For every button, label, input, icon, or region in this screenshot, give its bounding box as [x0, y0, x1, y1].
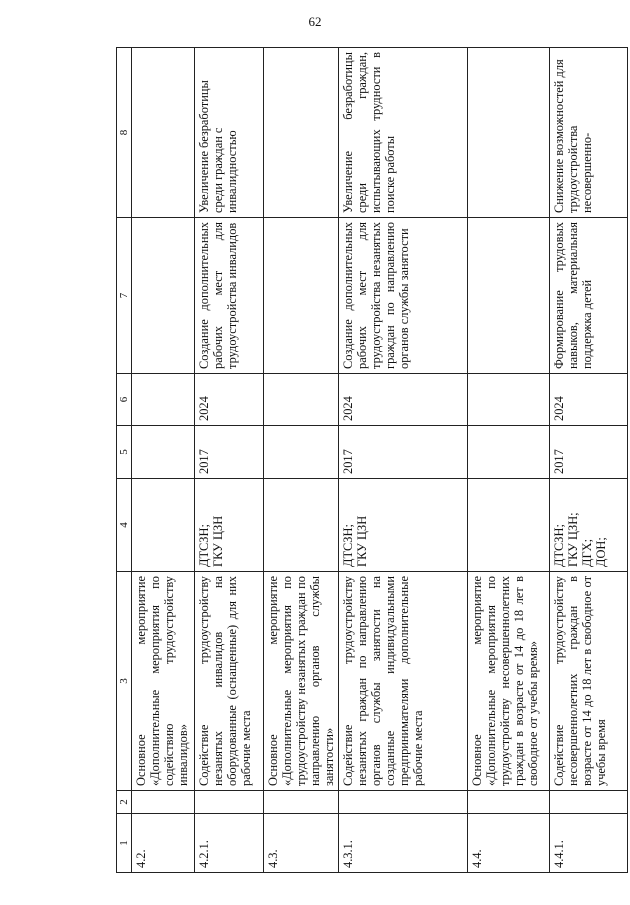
- row-executors: [195, 479, 264, 572]
- column-header: 6: [117, 374, 132, 426]
- row-end-year: [468, 374, 550, 426]
- executor: ДГХ;: [580, 538, 594, 567]
- row-executors: [468, 479, 550, 572]
- row-end-year: [264, 374, 339, 426]
- row-description: Содействие трудоустройству незанятых граждан по направлению органов службы занятости на созданные индивидуальными предпринимателями дополнительные рабочие места: [339, 572, 468, 791]
- table-row: [264, 48, 339, 873]
- row-result: [468, 218, 550, 374]
- row-number: 4.4.1.: [550, 814, 628, 873]
- row-col2: [468, 791, 550, 814]
- row-col2: [132, 791, 195, 814]
- column-header: 5: [117, 426, 132, 479]
- row-number: 4.2.1.: [195, 814, 264, 873]
- row-col2: [339, 791, 468, 814]
- row-description: Содействие трудоустройству незанятых инвалидов на оборудованные (оснащенные) для них рабочие места: [195, 572, 264, 791]
- row-number: 4.4.: [468, 814, 550, 873]
- row-start-year: 2017: [550, 426, 628, 479]
- column-header: 1: [117, 814, 132, 873]
- row-end-year: 2024: [339, 374, 468, 426]
- executor: ДТСЗН;: [197, 524, 211, 567]
- column-header: 7: [117, 218, 132, 374]
- row-effect: [468, 48, 550, 218]
- row-number: 4.2.: [132, 814, 195, 873]
- executor: ГКУ ЦЗН: [355, 515, 369, 567]
- row-start-year: [468, 426, 550, 479]
- table-row: [132, 48, 195, 873]
- row-number: 4.3.1.: [339, 814, 468, 873]
- row-result: [264, 218, 339, 374]
- row-effect: Увеличение безработицы среди граждан, испытывающих трудности в поиске работы: [339, 48, 468, 218]
- row-number: 4.3.: [264, 814, 339, 873]
- executor: ГКУ ЦЗН: [211, 515, 225, 567]
- row-end-year: [132, 374, 195, 426]
- table-row: [339, 48, 468, 873]
- column-header: 2: [117, 791, 132, 814]
- row-executors: [550, 479, 628, 572]
- row-result: [132, 218, 195, 374]
- row-effect: Снижение возможностей для трудоустройства несовершенно-: [550, 48, 628, 218]
- column-header: 8: [117, 48, 132, 218]
- row-effect: [264, 48, 339, 218]
- executor: ДТСЗН;: [341, 524, 355, 567]
- table-row: [550, 48, 628, 873]
- row-end-year: 2024: [550, 374, 628, 426]
- row-result: Создание дополнительных рабочих мест для трудоустройства инвалидов: [195, 218, 264, 374]
- row-executors: [339, 479, 468, 572]
- executor: ГКУ ЦЗН;: [566, 512, 580, 567]
- page-number: 62: [308, 14, 322, 29]
- row-effect: [132, 48, 195, 218]
- row-executors: [132, 479, 195, 572]
- row-description: Основное мероприятие «Дополнительные мероприятия по трудоустройству незанятых граждан по направлению органов службы занятости»: [264, 572, 339, 791]
- row-col2: [550, 791, 628, 814]
- rotated-table-container: [116, 48, 620, 873]
- column-header: 3: [117, 572, 132, 791]
- header-row: [117, 48, 132, 873]
- row-executors: [264, 479, 339, 572]
- column-header: 4: [117, 479, 132, 572]
- row-description: Основное мероприятие «Дополнительные мероприятия по трудоустройству несовершеннолетних граждан в возрасте от 14 до 18 лет в свободное от учебы время»: [468, 572, 550, 791]
- table-row: [195, 48, 264, 873]
- row-effect: Увеличение безработицы среди граждан с инвалидностью: [195, 48, 264, 218]
- row-result: Формирование трудовых навыков, материальная поддержка детей: [550, 218, 628, 374]
- row-col2: [264, 791, 339, 814]
- row-start-year: 2017: [339, 426, 468, 479]
- row-end-year: 2024: [195, 374, 264, 426]
- executor: ДОН;: [594, 537, 608, 567]
- executor: ДТСЗН;: [552, 524, 566, 567]
- measures-table: [116, 47, 628, 873]
- row-start-year: 2017: [195, 426, 264, 479]
- row-start-year: [132, 426, 195, 479]
- row-col2: [195, 791, 264, 814]
- row-result: Создание дополнительных рабочих мест для трудоустройства незанятых граждан по направлению органов службы занятости: [339, 218, 468, 374]
- row-start-year: [264, 426, 339, 479]
- row-description: Содействие трудоустройству несовершеннолетних граждан в возрасте от 14 до 18 лет в свободное от учебы время: [550, 572, 628, 791]
- row-description: Основное мероприятие «Дополнительные мероприятия по содействию трудоустройству инвалидов»: [132, 572, 195, 791]
- table-row: [468, 48, 550, 873]
